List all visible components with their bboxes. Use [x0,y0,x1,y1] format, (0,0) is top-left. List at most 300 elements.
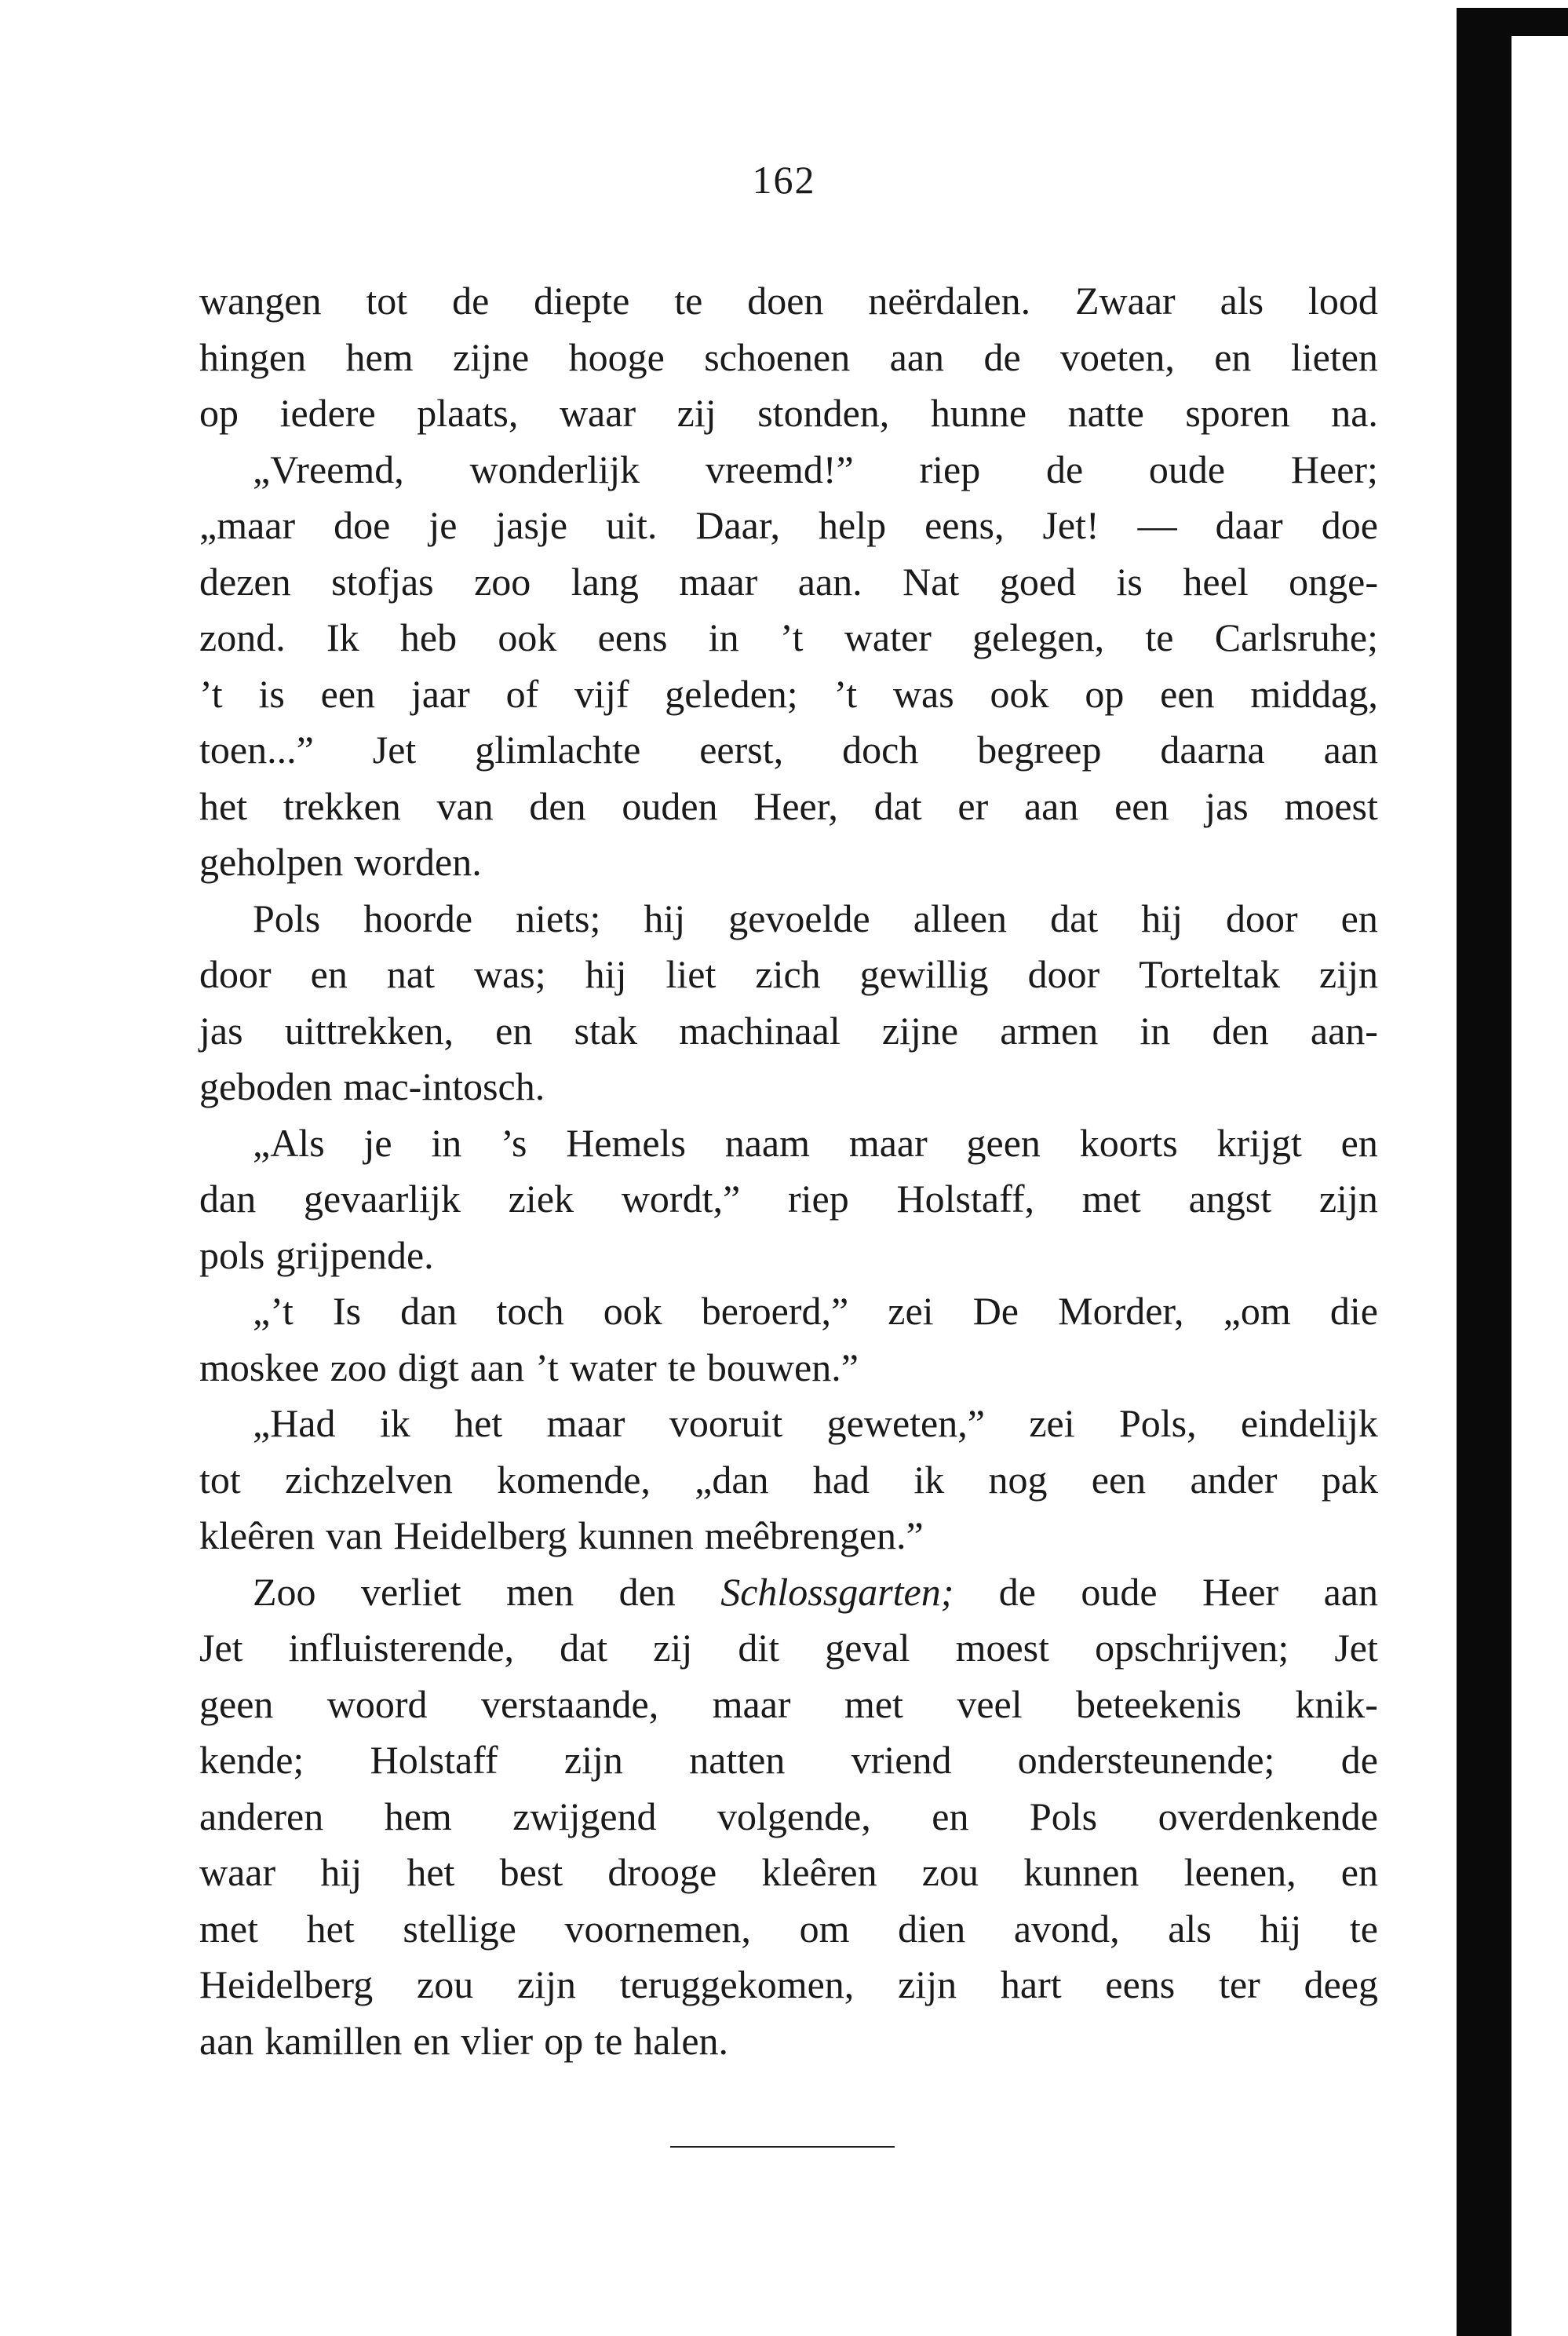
text-line [199,385,1378,442]
word: heb [399,615,458,659]
word: Heer; [1290,447,1378,491]
word: Pols [1029,1794,1098,1838]
word: Zoo [253,1569,316,1614]
text-line [199,1732,1378,1789]
word: zei [888,1289,934,1333]
word: begreep [977,728,1102,772]
word: dat [1050,896,1099,940]
word: hem [384,1794,452,1838]
word: men [506,1569,574,1614]
word: den [1212,1008,1269,1053]
word: vlier [461,2018,534,2063]
word: aan [199,2018,254,2063]
word: gelegen, [972,615,1105,659]
word: op [544,2018,584,2063]
word: geweten,” [826,1401,985,1445]
book-binding-edge [1457,8,1511,2336]
word: te [1145,615,1174,659]
word: halen. [633,2018,729,2063]
word: goed [999,559,1077,604]
word: Is [332,1289,362,1333]
word: ik [379,1401,410,1445]
word: na. [1331,391,1378,435]
word: nog [988,1457,1048,1502]
word: verstaande, [480,1681,659,1726]
word: zijne [453,334,530,379]
word: ziek [508,1177,574,1221]
text-line [199,498,1378,554]
word: de [1045,447,1084,491]
word: die [1329,1289,1378,1333]
word: natten [689,1738,786,1782]
word: alleen [913,896,1008,940]
text-line [199,891,1378,947]
text-line [199,1452,1378,1509]
word: dien [898,1906,966,1951]
word: ondersteunende; [1017,1738,1275,1782]
word: opschrijven; [1095,1626,1289,1670]
word: koorts [1079,1120,1178,1165]
word: met [1081,1177,1141,1221]
word: zoo [330,1345,387,1389]
word: eens, [924,503,1005,547]
word: den [618,1569,676,1614]
word: moest [955,1626,1050,1670]
word: Heidelberg [393,1513,567,1557]
word: een [1091,1457,1147,1502]
word: de [452,279,490,323]
word: hij [644,896,686,940]
word: Jet [1334,1626,1378,1670]
word: had [812,1457,870,1502]
word: natte [1067,391,1144,435]
word: dan [199,1177,257,1221]
word: aan- [1310,1008,1378,1053]
word: in [708,615,739,659]
word: zou [921,1850,979,1894]
word: stellige [403,1906,516,1951]
word: aan [889,334,945,379]
text-line [199,1396,1378,1452]
word: vooruit [669,1401,783,1445]
word: in [1140,1008,1171,1053]
word: het [199,783,248,828]
word: maar [679,559,758,604]
word: hij [1141,896,1183,940]
word: Torteltak [1139,952,1280,996]
word: angst [1188,1177,1272,1221]
word: zond. [199,615,286,659]
word: meêbrengen.” [704,1513,924,1557]
word: tot [366,279,408,323]
word: kamillen [264,2018,403,2063]
word: overdenkende [1158,1794,1378,1838]
word: worden. [354,840,482,884]
word: sporen [1185,391,1290,435]
word: uit. [606,503,658,547]
word: stonden, [757,391,890,435]
word: Holstaff [370,1738,498,1782]
word: maar [712,1681,791,1726]
word: De [972,1289,1019,1333]
word: als [1168,1906,1212,1951]
word: geleden; [665,671,798,716]
word: Pols, [1118,1401,1197,1445]
word: te [1349,1906,1378,1951]
word: teruggekomen, [619,1962,855,2006]
word: een [1114,783,1169,828]
text-line [199,722,1378,779]
word: eens [597,615,668,659]
word: aan [1323,1569,1378,1614]
word: iedere [279,391,376,435]
word: aan [1323,728,1378,772]
word: doen [747,279,824,323]
text-line [199,1115,1378,1172]
word: de [998,1569,1036,1614]
word: een [1160,671,1215,716]
word: „’t [253,1289,294,1333]
word: drooge [607,1850,717,1894]
text-line [199,554,1378,611]
word: je [428,503,458,547]
word: beroerd,” [701,1289,849,1333]
word: niets; [516,896,601,940]
word: pols [199,1232,265,1277]
word: Schlossgarten; [720,1569,954,1614]
page-number: 162 [752,158,816,202]
word: is [1116,559,1143,604]
word: — [1137,503,1177,547]
word: lang [571,559,639,604]
word: ’s [501,1120,527,1165]
word: anderen [199,1794,324,1838]
word: bouwen.” [706,1345,859,1389]
word: „maar [199,503,296,547]
word: zijn [1318,1177,1378,1221]
word: Heer, [753,783,838,828]
word: Carlsruhe; [1214,615,1378,659]
word: te [674,279,703,323]
word: zei [1029,1401,1075,1445]
text-line [199,1901,1378,1958]
text-line [199,1340,1378,1396]
word: grijpende. [275,1232,434,1277]
text-line [199,1789,1378,1845]
word: maar [546,1401,625,1445]
word: naam [724,1120,811,1165]
word: geval [825,1626,910,1670]
word: is [258,671,285,716]
section-end-rule [670,2146,895,2148]
word: door [199,952,272,996]
word: „Vreemd, [253,447,404,491]
text-line [199,1845,1378,1901]
word: het [407,1850,455,1894]
text-line [199,1059,1378,1115]
word: om [799,1906,850,1951]
word: zijne [881,1008,959,1053]
text-line [199,330,1378,386]
word: armen [1000,1008,1099,1053]
text-line [199,1228,1378,1284]
word: was [892,671,954,716]
word: gevaarlijk [304,1177,461,1221]
word: ook [990,671,1049,716]
word: het [306,1906,355,1951]
word: zwijgend [512,1794,657,1838]
word: en [1340,1850,1378,1894]
text-line [199,1620,1378,1677]
word: op [199,391,239,435]
word: zijn [1319,952,1378,996]
word: zichzelven [285,1457,453,1502]
word: Holstaff, [896,1177,1034,1221]
word: dat [873,783,922,828]
word: ’t [199,671,223,716]
word: dit [738,1626,780,1670]
word: wordt,” [621,1177,741,1221]
word: best [499,1850,563,1894]
word: avond, [1013,1906,1120,1951]
word: onge- [1289,559,1378,604]
word: lood [1308,279,1378,323]
word: ander [1190,1457,1278,1502]
word: leenen, [1183,1850,1296,1894]
word: doe [1321,503,1378,547]
word: door [1226,896,1298,940]
word: zich [755,952,821,996]
word: hij [1260,1906,1302,1951]
text-line [199,273,1378,330]
word: voornemen, [564,1906,751,1951]
word: Nat [903,559,960,604]
text-line [199,666,1378,723]
word: zij [653,1626,693,1670]
word: krijgt [1216,1120,1302,1165]
word: wonderlijk [469,447,640,491]
text-line [199,442,1378,498]
word: deeg [1304,1962,1378,2006]
word: „Had [253,1401,336,1445]
word: hoorde [363,896,473,940]
word: geen [199,1681,274,1726]
word: stak [574,1008,638,1053]
word: was; [474,952,546,996]
word: ’t [779,615,804,659]
word: machinaal [679,1008,841,1053]
word: doe [334,503,391,547]
word: dan [400,1289,458,1333]
word: eindelijk [1240,1401,1378,1445]
word: de [983,334,1021,379]
word: den [529,783,586,828]
word: stofjas [331,559,434,604]
word: kleêren [199,1513,315,1557]
word: water [844,615,932,659]
word: en [932,1794,969,1838]
word: zijn [517,1962,576,2006]
text-line [199,1003,1378,1060]
word: een [320,671,376,716]
text-line [199,834,1378,891]
word: te [667,1345,696,1389]
word: zou [417,1962,474,2006]
word: moest [1284,783,1378,828]
word: hingen [199,334,307,379]
word: zijn [898,1962,957,2006]
word: je [363,1120,392,1165]
word: Daar, [695,503,781,547]
text-line [199,1957,1378,2013]
word: jas [1205,783,1249,828]
word: heel [1183,559,1249,604]
word: ter [1219,1962,1260,2006]
word: lieten [1290,334,1378,379]
word: uittrekken, [284,1008,454,1053]
word: trekken [283,783,401,828]
body-text [199,273,1378,2069]
word: er [957,783,989,828]
word: Ik [326,615,359,659]
word: Jet [372,728,417,772]
word: en [310,952,348,996]
word: pak [1321,1457,1378,1502]
word: aan [1023,783,1079,828]
word: hij [320,1850,363,1894]
word: water [569,1345,657,1389]
word: ook [498,615,557,659]
word: door [1027,952,1100,996]
word: hart [1000,1962,1062,2006]
word: geholpen [199,840,344,884]
word: komende, [497,1457,651,1502]
word: volgende, [717,1794,871,1838]
word: Jet [199,1626,243,1670]
word: dat [560,1626,608,1670]
word: jaar [410,671,470,716]
word: Zwaar [1075,279,1176,323]
word: kleêren [761,1850,877,1894]
text-line [199,1564,1378,1621]
word: gevoelde [728,896,870,940]
word: en [1340,896,1378,940]
word: te [594,2018,623,2063]
word: verliet [360,1569,461,1614]
word: kunnen [1023,1850,1140,1894]
word: oude [1081,1569,1158,1614]
word: woord [326,1681,428,1726]
word: Hemels [566,1120,686,1165]
word: glimlachte [475,728,641,772]
word: van [436,783,494,828]
word: Heidelberg [199,1962,374,2006]
word: ouden [622,783,718,828]
word: daar [1215,503,1283,547]
text-line [199,947,1378,1003]
word: of [505,671,539,716]
word: met [844,1681,903,1726]
word: Heer [1202,1569,1279,1614]
word: kunnen [578,1513,694,1557]
word: nat [386,952,435,996]
word: liet [665,952,717,996]
word: en [413,2018,450,2063]
text-line [199,610,1378,666]
word: schoenen [704,334,851,379]
word: hunne [930,391,1027,435]
word: knik- [1295,1681,1378,1726]
word: plaats, [417,391,519,435]
word: zijn [563,1738,623,1782]
word: veel [957,1681,1023,1726]
word: zij [676,391,717,435]
word: riep [787,1177,849,1221]
word: toch [496,1289,564,1333]
word: voeten, [1060,334,1175,379]
text-line [199,1171,1378,1228]
word: kende; [199,1738,304,1782]
word: doch [842,728,919,772]
word: hooge [568,334,665,379]
word: vijf [574,671,629,716]
word: hij [585,952,627,996]
word: vreemd!” [705,447,854,491]
word: van [326,1513,383,1557]
word: „dan [695,1457,769,1502]
word: eerst, [699,728,784,772]
word: jas [199,1008,243,1053]
book-binding-top [1457,8,1568,36]
word: ook [603,1289,662,1333]
word: waar [559,391,636,435]
word: aan [469,1345,525,1389]
word: op [1085,671,1125,716]
word: geboden [199,1064,333,1108]
word: mac-intosch. [343,1064,545,1108]
word: aan. [797,559,862,604]
word: in [431,1120,462,1165]
word: de [1340,1738,1378,1782]
word: geen [966,1120,1041,1165]
word: middag, [1250,671,1378,716]
word: wangen [199,279,322,323]
text-line [199,1508,1378,1564]
word: het [454,1401,503,1445]
word: toen...” [199,728,314,772]
word: diepte [534,279,630,323]
text-line [199,779,1378,835]
word: daarna [1160,728,1265,772]
word: eens [1105,1962,1176,2006]
word: en [1214,334,1252,379]
word: Pols [253,896,321,940]
text-line [199,1677,1378,1733]
word: en [495,1008,533,1053]
word: jasje [495,503,568,547]
word: dezen [199,559,291,604]
word: met [199,1906,258,1951]
word: zoo [474,559,531,604]
text-line [199,2013,1378,2070]
word: Jet! [1042,503,1099,547]
word: ’t [535,1345,559,1389]
word: ’t [833,671,858,716]
text-line [199,1283,1378,1340]
word: digt [397,1345,459,1389]
word: beteekenis [1075,1681,1242,1726]
word: „om [1223,1289,1291,1333]
